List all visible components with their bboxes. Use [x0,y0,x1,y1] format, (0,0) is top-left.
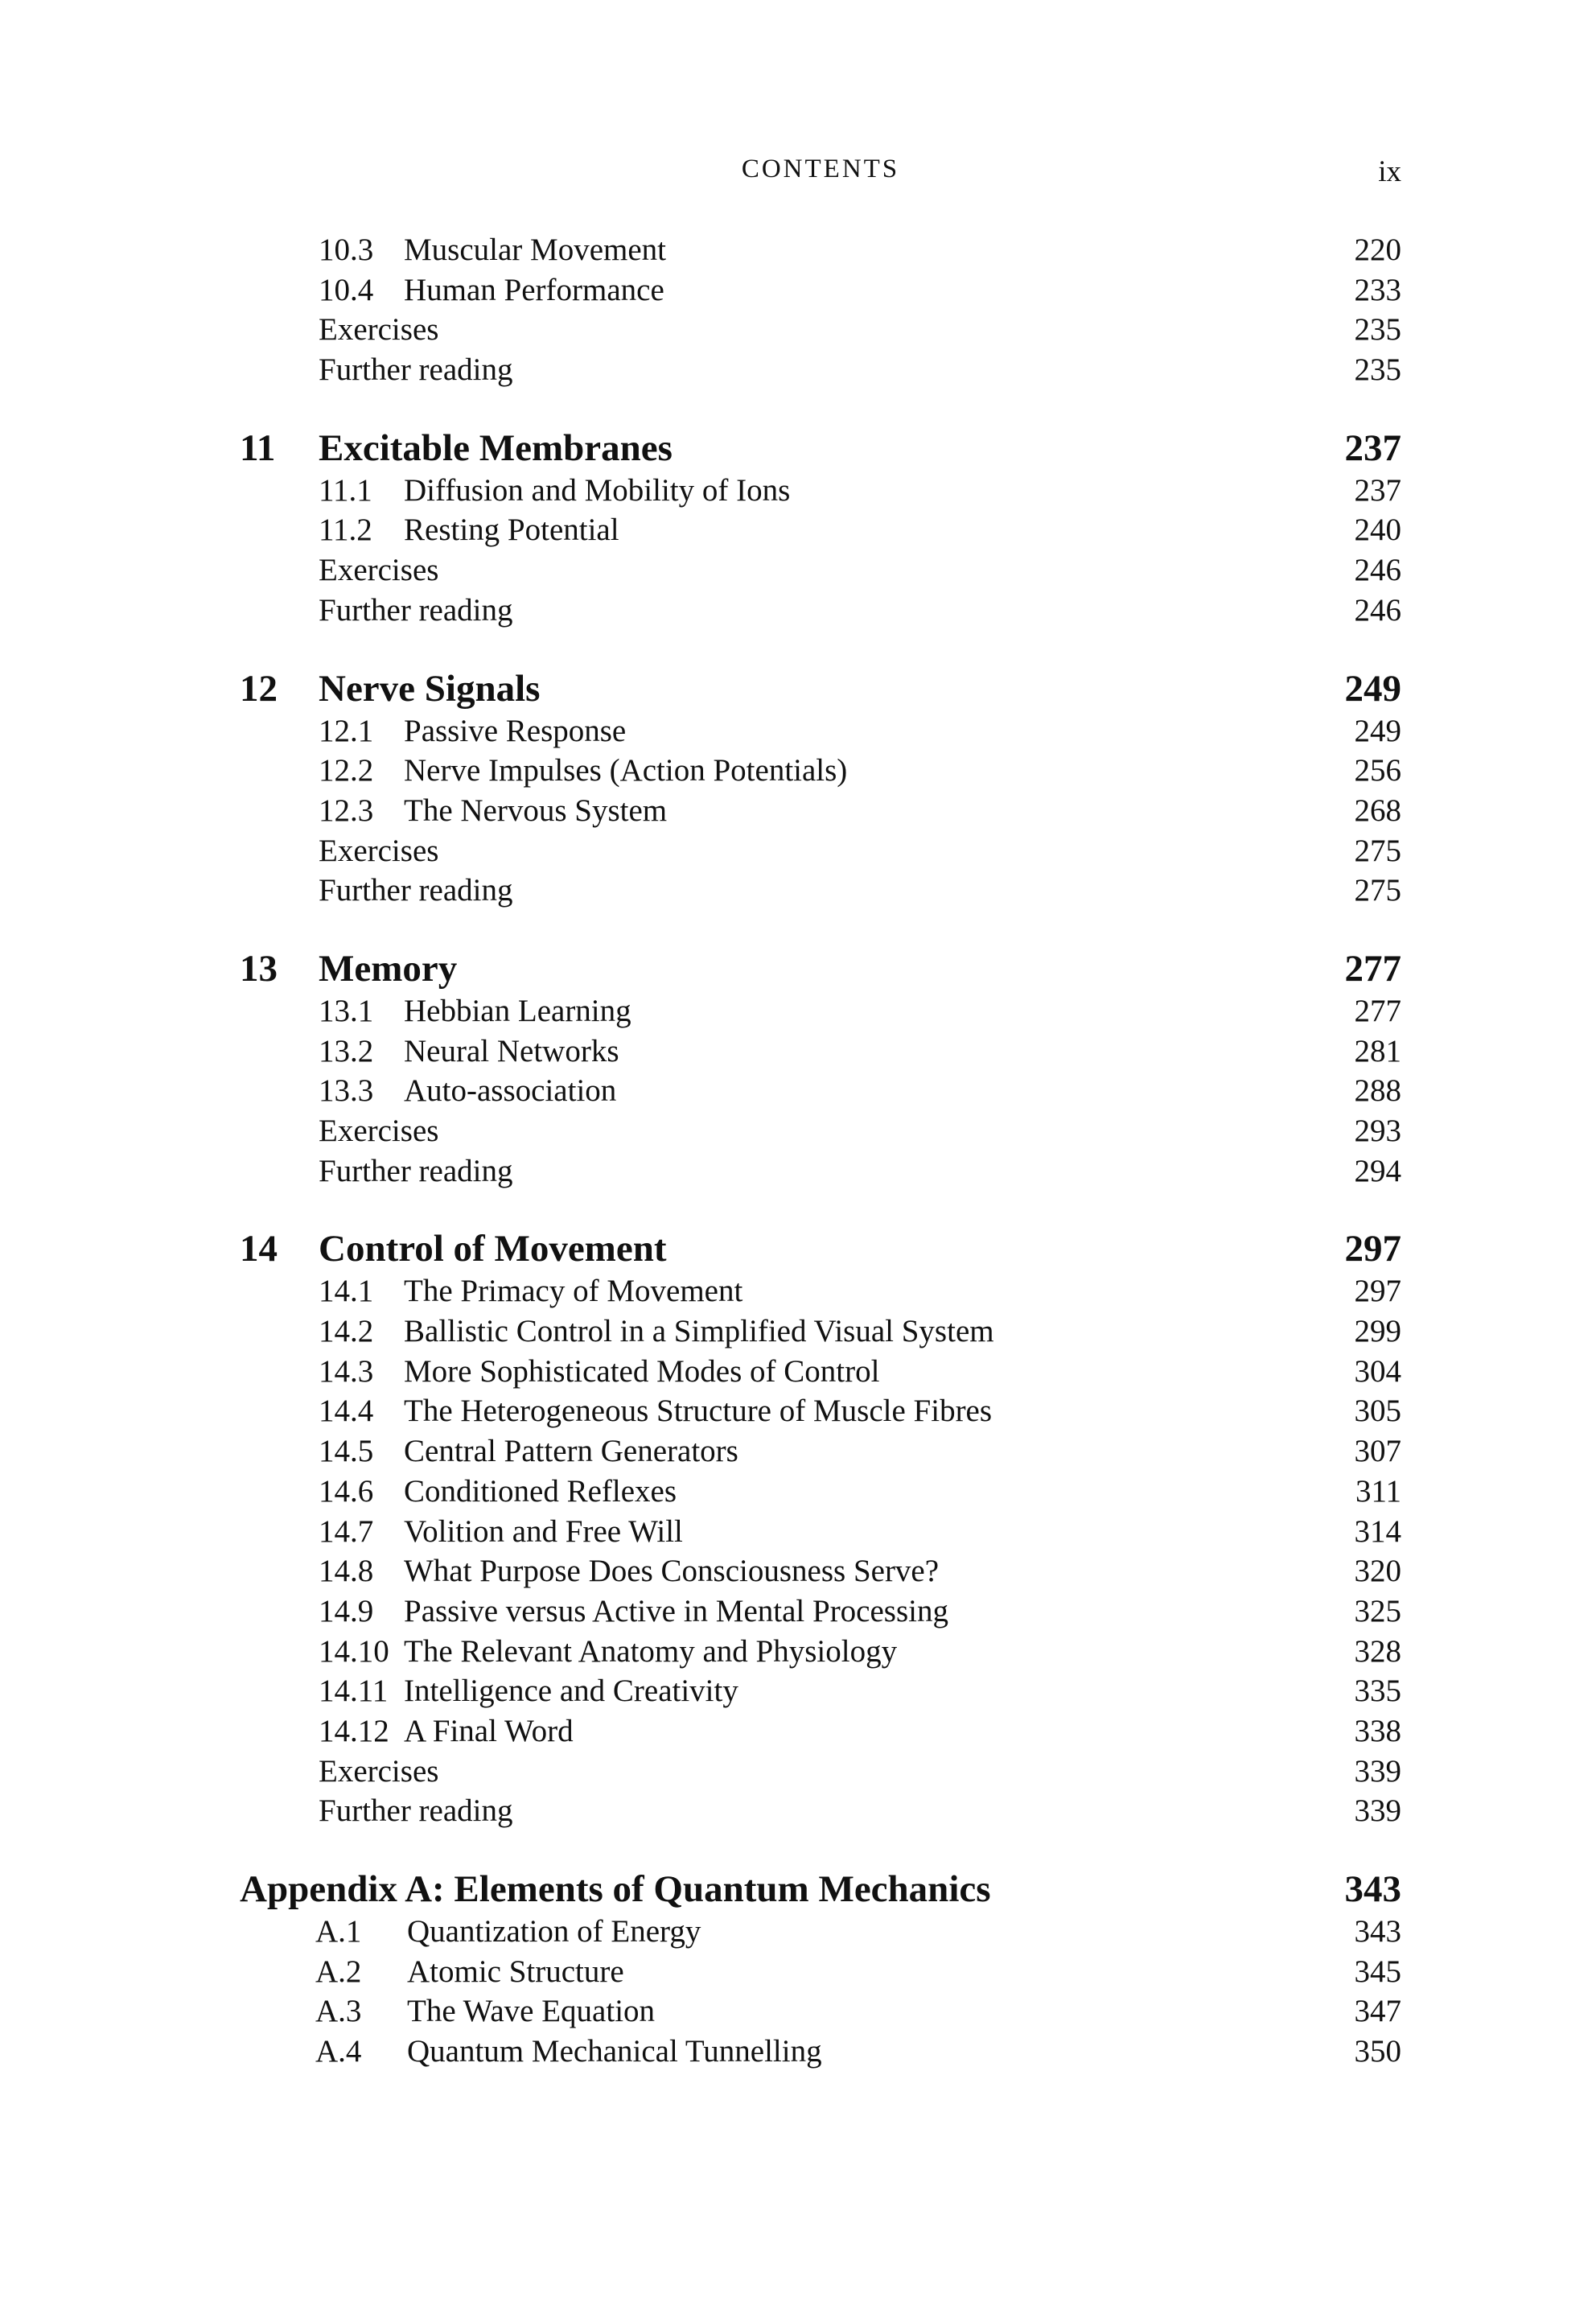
section-page-number: 350 [1354,2034,1401,2069]
chapter-page-number: 297 [1344,1228,1401,1270]
section-title: Resting Potential [404,513,619,548]
section-title: Volition and Free Will [404,1513,683,1549]
toc-entry[interactable] [0,1912,1596,1952]
section-title: Diffusion and Mobility of Ions [404,472,791,508]
running-head [0,154,1596,195]
section-title: Exercises [319,1753,439,1789]
section-page-number: 325 [1354,1593,1401,1628]
section-page-number: 220 [1354,233,1401,267]
toc-entry[interactable] [0,1391,1596,1431]
section-page-number: 256 [1354,753,1401,788]
section-title: Further reading [319,352,513,388]
section-number: A.4 [315,2034,362,2069]
chapter-section [0,946,1596,1191]
section-page-number: 338 [1354,1713,1401,1748]
toc-entry[interactable] [0,310,1596,350]
chapter-section [0,666,1596,911]
chapter-section [0,426,1596,631]
page-number: ix [1378,155,1401,188]
section-title: Further reading [319,873,513,908]
section-page-number: 268 [1354,793,1401,828]
section-number: 11.2 [319,513,372,548]
section-title: Further reading [319,592,513,628]
toc-entry[interactable] [0,1431,1596,1472]
toc-entry[interactable] [0,1472,1596,1512]
toc-entry[interactable] [0,991,1596,1031]
section-number: 13.3 [319,1073,374,1109]
section-number: 11.1 [319,472,372,508]
toc-entry[interactable] [0,350,1596,390]
toc-entry[interactable] [0,1352,1596,1392]
section-page-number: 281 [1354,1033,1401,1068]
chapter-page-number: 277 [1344,947,1401,990]
section-title: Exercises [319,1114,439,1148]
section-number: 14.4 [319,1394,374,1429]
toc-entry[interactable] [0,1071,1596,1111]
toc-entry[interactable] [0,1111,1596,1151]
section-page-number: 343 [1354,1914,1401,1949]
section-page-number: 237 [1354,472,1401,508]
section-number: 14.9 [319,1593,374,1628]
section-page-number: 339 [1354,1793,1401,1829]
section-page-number: 339 [1354,1753,1401,1789]
section-page-number: 320 [1354,1554,1401,1589]
chapter-heading[interactable] [0,946,1596,991]
section-title: Atomic Structure [407,1954,624,1989]
section-number: 13.1 [319,993,374,1028]
chapter-page-number: 343 [1344,1868,1401,1910]
chapter-number: 13 [240,947,278,990]
toc-entry[interactable] [0,1271,1596,1311]
section-page-number: 246 [1354,553,1401,588]
section-page-number: 246 [1354,592,1401,628]
section-page-number: 297 [1354,1274,1401,1309]
section-number: A.3 [315,1994,362,2029]
chapter-heading[interactable] [0,1867,1596,1912]
toc-entry[interactable] [0,1031,1596,1072]
section-title: Hebbian Learning [404,993,631,1028]
toc-entry[interactable] [0,471,1596,511]
toc-entry[interactable] [0,591,1596,631]
section-page-number: 235 [1354,352,1401,388]
toc-entry[interactable] [0,871,1596,911]
section-number: 12.1 [319,713,374,748]
section-page-number: 277 [1354,993,1401,1028]
section-title: The Heterogeneous Structure of Muscle Fibres [404,1394,993,1429]
section-page-number: 249 [1354,713,1401,748]
table-of-contents [0,230,1596,2107]
section-title: Intelligence and Creativity [404,1674,738,1709]
toc-entry[interactable] [0,1512,1596,1552]
section-number: 12.2 [319,753,374,788]
section-title: The Relevant Anatomy and Physiology [404,1633,898,1669]
chapter-number: 12 [240,667,278,710]
chapter-heading[interactable] [0,666,1596,711]
chapter-title: Excitable Membranes [319,426,673,469]
section-page-number: 307 [1354,1434,1401,1469]
section-number: 14.8 [319,1554,374,1589]
toc-entry[interactable] [0,1311,1596,1352]
section-page-number: 233 [1354,272,1401,307]
section-page-number: 328 [1354,1633,1401,1669]
section-page-number: 240 [1354,513,1401,548]
chapter-title: Memory [319,947,458,990]
toc-entry[interactable] [0,1791,1596,1831]
toc-entry[interactable] [0,711,1596,751]
section-title: Ballistic Control in a Simplified Visual System [404,1314,994,1349]
toc-entry[interactable] [0,1671,1596,1711]
section-title: Passive Response [404,713,627,748]
toc-entry[interactable] [0,831,1596,871]
section-number: 14.6 [319,1473,374,1509]
toc-entry[interactable] [0,1551,1596,1591]
section-page-number: 304 [1354,1353,1401,1389]
toc-entry[interactable] [0,751,1596,791]
section-page-number: 335 [1354,1674,1401,1709]
toc-entry[interactable] [0,1752,1596,1792]
section-title: Exercises [319,553,439,588]
appendix-section [0,1867,1596,2072]
section-number: 14.3 [319,1353,374,1389]
toc-entry[interactable] [0,1591,1596,1632]
section-title: Further reading [319,1153,513,1188]
section-title: The Wave Equation [407,1994,656,2029]
toc-entry[interactable] [0,1632,1596,1672]
toc-entry[interactable] [0,1711,1596,1752]
section-number: 14.1 [319,1274,374,1309]
section-page-number: 305 [1354,1394,1401,1429]
section-page-number: 293 [1354,1114,1401,1148]
section-page-number: 235 [1354,312,1401,348]
toc-entry[interactable] [0,2032,1596,2072]
section-title: The Primacy of Movement [404,1274,743,1309]
section-title: Exercises [319,833,439,868]
section-title: More Sophisticated Modes of Control [404,1353,880,1389]
section-title: Exercises [319,312,439,348]
section-page-number: 311 [1355,1473,1401,1509]
section-page-number: 347 [1354,1994,1401,2029]
section-number: 10.4 [319,272,374,307]
chapter-title: Appendix A: Elements of Quantum Mechanics [240,1868,991,1910]
section-page-number: 314 [1354,1513,1401,1549]
toc-entry[interactable] [0,270,1596,311]
section-title: Conditioned Reflexes [404,1473,677,1509]
chapter-section [0,1226,1596,1831]
running-head-title: CONTENTS [741,154,900,183]
section-number: 10.3 [319,233,374,267]
section-page-number: 288 [1354,1073,1401,1109]
section-page-number: 299 [1354,1314,1401,1349]
section-title: Human Performance [404,272,664,307]
section-number: 14.5 [319,1434,374,1469]
chapter-number: 14 [240,1228,278,1270]
section-title: Neural Networks [404,1033,619,1068]
section-title: A Final Word [404,1713,574,1748]
section-number: 14.12 [319,1713,389,1748]
section-number: 12.3 [319,793,374,828]
chapter-title: Nerve Signals [319,667,541,710]
chapter-title: Control of Movement [319,1228,667,1270]
section-title: Auto-association [404,1073,617,1109]
section-number: 14.10 [319,1633,389,1669]
section-title: Quantum Mechanical Tunnelling [407,2034,822,2069]
chapter-heading[interactable] [0,1226,1596,1271]
toc-entry[interactable] [0,550,1596,591]
section-number: A.1 [315,1914,362,1949]
chapter-heading[interactable] [0,426,1596,471]
section-title: The Nervous System [404,793,668,828]
toc-entry[interactable] [0,791,1596,831]
section-page-number: 275 [1354,873,1401,908]
section-number: 14.7 [319,1513,374,1549]
section-number: 13.2 [319,1033,374,1068]
section-title: Further reading [319,1793,513,1829]
section-title: Central Pattern Generators [404,1434,738,1469]
section-title: Quantization of Energy [407,1914,701,1949]
section-title: Passive versus Active in Mental Processing [404,1593,948,1628]
chapter-page-number: 237 [1344,426,1401,469]
chapter-page-number: 249 [1344,667,1401,710]
section-page-number: 275 [1354,833,1401,868]
section-page-number: 345 [1354,1954,1401,1989]
toc-entry[interactable] [0,1952,1596,1992]
section-number: 14.2 [319,1314,374,1349]
chapter-number: 11 [240,426,276,469]
section-title: Nerve Impulses (Action Potentials) [404,753,848,788]
section-number: 14.11 [319,1674,389,1709]
section-number: A.2 [315,1954,362,1989]
section-title: Muscular Movement [404,233,667,267]
toc-entry[interactable] [0,1151,1596,1192]
toc-entry[interactable] [0,510,1596,550]
section-page-number: 294 [1354,1153,1401,1188]
toc-entry[interactable] [0,230,1596,270]
toc-entry[interactable] [0,1991,1596,2032]
section-title: What Purpose Does Consciousness Serve? [404,1554,940,1589]
chapter-section [0,230,1596,390]
